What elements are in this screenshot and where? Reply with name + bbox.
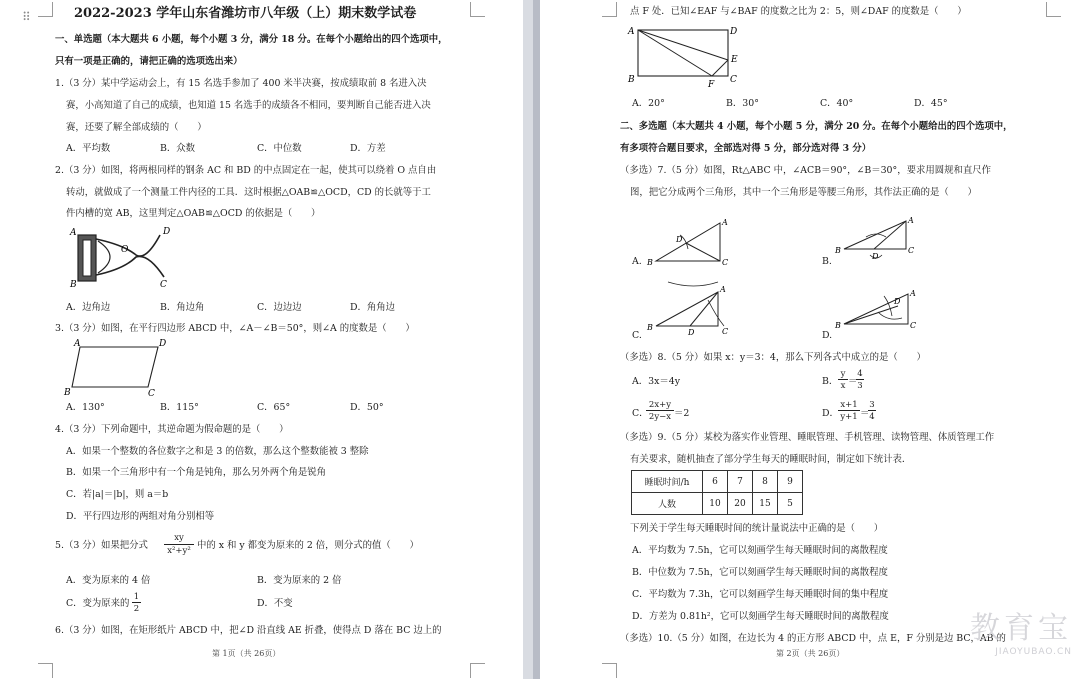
watermark-text: 教育宝 bbox=[970, 611, 1072, 646]
fraction-denominator: 3 bbox=[857, 381, 863, 391]
option-a: A．3x＝4y bbox=[632, 376, 681, 387]
option-c: C． bbox=[632, 408, 649, 419]
option-a: A．边角边 bbox=[66, 302, 111, 313]
option-a: A．130° bbox=[66, 402, 105, 413]
point-label: A bbox=[628, 27, 635, 37]
question-2-text: 件内槽的宽 AB，这里判定△OAB≌△OCD 的依据是（ ） bbox=[66, 208, 321, 219]
point-label: B bbox=[628, 75, 635, 85]
point-label: C bbox=[908, 246, 915, 255]
question-9-text: （多选）9.（5 分）某校为落实作业管理、睡眠管理、手机管理、读物管理、体质管理工作 bbox=[620, 432, 995, 443]
q7-option-d-label: D. bbox=[822, 330, 833, 341]
table-cell: 15 bbox=[753, 493, 778, 515]
question-6-text: 点 F 处．已知∠EAF 与∠BAF 的度数之比为 2：5，则∠DAF 的度数是（ ） bbox=[630, 6, 967, 17]
fraction-denominator: x bbox=[840, 381, 846, 391]
figure-q7-option-d bbox=[832, 282, 922, 340]
page-corner-mark bbox=[470, 663, 485, 678]
point-label: C bbox=[160, 280, 167, 290]
table-cell: 6 bbox=[703, 471, 728, 493]
fraction-denominator: 2y−x bbox=[648, 412, 672, 422]
option-b: B．115° bbox=[160, 402, 199, 413]
figure-caliper-tool bbox=[64, 225, 174, 293]
question-1-text: 1.（3 分）某中学运动会上，有 15 名选手参加了 400 米半决赛，按成绩取前 8 名进入决 bbox=[55, 78, 427, 89]
watermark-url: JIAOYUBAO.CN bbox=[995, 647, 1072, 657]
figure-q7-option-c bbox=[644, 278, 734, 340]
page-corner-mark bbox=[38, 2, 53, 17]
question-2-text: 2.（3 分）如图，将两根同样的钢条 AC 和 BD 的中点固定在一起，使其可以绕着 O 点自由 bbox=[55, 165, 437, 176]
option-d: D．平行四边形的两组对角分别相等 bbox=[66, 511, 215, 522]
option-b: B．30° bbox=[726, 98, 759, 109]
fraction-denominator: y+1 bbox=[840, 412, 858, 422]
option-a: A．平均数 bbox=[66, 143, 111, 154]
option-a: A．如果一个整数的各位数字之和是 3 的倍数，那么这个整数能被 3 整除 bbox=[66, 446, 369, 457]
page-corner-mark bbox=[38, 663, 53, 678]
point-label: A bbox=[720, 285, 726, 294]
option-d: D． bbox=[822, 408, 839, 419]
option-c: C．若|a|＝|b|，则 a＝b bbox=[66, 489, 169, 500]
option-d: D．角角边 bbox=[350, 302, 396, 313]
question-8-text: （多选）8.（5 分）如果 x：y＝3：4，那么下列各式中成立的是（ ） bbox=[620, 352, 926, 363]
fraction-numerator: y bbox=[838, 369, 848, 380]
q7-option-c-label: C. bbox=[632, 330, 642, 341]
point-label: A bbox=[722, 218, 728, 227]
point-label: D bbox=[676, 235, 683, 244]
table-cell: 5 bbox=[778, 493, 803, 515]
fraction-numerator: 2x+y bbox=[646, 400, 674, 411]
equals-sign: ＝ bbox=[860, 408, 870, 419]
option-d: D．不变 bbox=[257, 598, 293, 609]
page-gutter bbox=[523, 0, 540, 679]
point-label: A bbox=[74, 339, 81, 349]
figure-folded-rectangle bbox=[624, 22, 744, 88]
option-c: C．中位数 bbox=[257, 143, 302, 154]
document-page-1 bbox=[0, 0, 523, 679]
point-label: D bbox=[163, 227, 171, 237]
question-4-text: 4.（3 分）下列命题中，其逆命题为假命题的是（ ） bbox=[55, 424, 289, 435]
question-9-text: 有关要求，随机抽查了部分学生每天的睡眠时间，制定如下统计表． bbox=[630, 454, 912, 465]
point-label: C bbox=[730, 75, 737, 85]
table-cell: 7 bbox=[728, 471, 753, 493]
question-1-text: 赛，小高知道了自己的成绩，也知道 15 名选手的成绩各不相同，要判断自己能否进入决 bbox=[66, 100, 431, 111]
fraction-denominator: x²+y² bbox=[167, 546, 191, 556]
point-label: D bbox=[159, 339, 167, 349]
fraction-numerator: 3 bbox=[869, 400, 875, 410]
point-label: D bbox=[894, 297, 901, 306]
document-page-2 bbox=[540, 0, 1080, 679]
section-heading: 一、单选题（本大题共 6 小题，每个小题 3 分，满分 18 分。在每个小题给出的四个选项中， bbox=[55, 34, 448, 45]
page-footer: 第 2页（共 26页） bbox=[776, 649, 845, 658]
q7-option-a-label: A. bbox=[632, 256, 642, 267]
point-label: C bbox=[722, 258, 729, 267]
question-5-text: 中的 x 和 y 都变为原来的 2 倍，则分式的值（ ） bbox=[197, 540, 419, 551]
option-b: B．众数 bbox=[160, 143, 196, 154]
page-footer: 第 1页（共 26页） bbox=[212, 649, 281, 658]
point-label: E bbox=[731, 55, 738, 65]
page-corner-mark bbox=[470, 2, 485, 17]
page-corner-mark bbox=[602, 2, 617, 17]
fraction-numerator: 4 bbox=[857, 369, 863, 379]
option-c: C．65° bbox=[257, 402, 291, 413]
fraction-denominator: 2 bbox=[133, 604, 140, 614]
point-label: O bbox=[121, 245, 129, 255]
point-label: A bbox=[908, 216, 914, 225]
table-cell: 20 bbox=[728, 493, 753, 515]
point-label: B bbox=[835, 321, 841, 330]
point-label: D bbox=[872, 252, 879, 261]
page-corner-mark bbox=[1046, 2, 1061, 17]
table-header-cell: 人数 bbox=[632, 493, 703, 515]
table-cell: 8 bbox=[753, 471, 778, 493]
question-6-text: 6.（3 分）如图，在矩形纸片 ABCD 中，把∠D 沿直线 AE 折叠，使得点 D 落在 BC 边上的 bbox=[55, 625, 442, 636]
figure-q7-option-a bbox=[644, 215, 730, 271]
point-label: B bbox=[835, 246, 841, 255]
option-b: B．如果一个三角形中有一个角是钝角，那么另外两个角是锐角 bbox=[66, 467, 327, 478]
point-label: A bbox=[70, 228, 77, 238]
question-3-text: 3.（3 分）如图，在平行四边形 ABCD 中，∠A－∠B＝50°，则∠A 的度数是（ ） bbox=[55, 323, 415, 334]
figure-parallelogram bbox=[62, 337, 174, 399]
option-d: D．45° bbox=[914, 98, 948, 109]
point-label: D bbox=[730, 27, 738, 37]
point-label: B bbox=[64, 388, 71, 398]
point-label: D bbox=[688, 328, 695, 337]
option-c: C．40° bbox=[820, 98, 854, 109]
table-cell: 10 bbox=[703, 493, 728, 515]
option-b: B．中位数为 7.5h，它可以刻画学生每天睡眠时间的离散程度 bbox=[632, 567, 888, 578]
fraction-numerator: xy bbox=[164, 533, 194, 545]
option-b: B． bbox=[822, 376, 839, 387]
section-heading: 只有一项是正确的，请把正确的选项选出来） bbox=[55, 56, 243, 67]
option-b: B．变为原来的 2 倍 bbox=[257, 575, 342, 586]
section-heading: 有多项符合题目要求，全部选对得 5 分，部分选对得 3 分） bbox=[620, 143, 872, 154]
question-7-text: 图，把它分成两个三角形，其中一个三角形是等腰三角形，其作法正确的是（ ） bbox=[630, 187, 977, 198]
exam-title: 2022-2023 学年山东省潍坊市八年级（上）期末数学试卷 bbox=[74, 6, 417, 21]
q7-option-b-label: B. bbox=[822, 256, 832, 267]
question-5-text: 5.（3 分）如果把分式 bbox=[55, 540, 148, 551]
point-label: C bbox=[910, 321, 917, 330]
fraction-numerator: x+1 bbox=[838, 400, 860, 411]
option-a: A．平均数为 7.5h，它可以刻画学生每天睡眠时间的离散程度 bbox=[632, 545, 888, 556]
option-c: C．变为原来的 bbox=[66, 598, 130, 609]
option-b: B．角边角 bbox=[160, 302, 205, 313]
point-label: A bbox=[910, 289, 916, 298]
question-10-text: （多选）10.（5 分）如图，在边长为 4 的正方形 ABCD 中，点 E，F 分别是边 BC，AB 的 bbox=[620, 633, 1006, 644]
option-c: C．边边边 bbox=[257, 302, 302, 313]
fraction-rhs: ＝2 bbox=[674, 408, 690, 419]
question-7-text: （多选）7.（5 分）如图，Rt△ABC 中，∠ACB＝90°，∠B＝30°，要求用圆规和直尺作 bbox=[620, 165, 991, 176]
watermark-logo bbox=[970, 603, 1072, 657]
point-label: B bbox=[647, 323, 653, 332]
table-header-cell: 睡眠时间/h bbox=[632, 471, 703, 493]
figure-q7-option-b bbox=[832, 215, 918, 271]
equals-sign: ＝ bbox=[848, 376, 858, 387]
option-d: D．方差为 0.81h²，它可以刻画学生每天睡眠时间的离散程度 bbox=[632, 611, 889, 622]
fraction-numerator: 1 bbox=[133, 592, 140, 602]
page-corner-mark bbox=[602, 663, 617, 678]
point-label: C bbox=[722, 327, 729, 336]
drag-handle-icon[interactable]: ⠿ bbox=[22, 10, 30, 24]
option-a: A．变为原来的 4 倍 bbox=[66, 575, 151, 586]
option-a: A．20° bbox=[632, 98, 665, 109]
point-label: B bbox=[70, 280, 77, 290]
table-row bbox=[632, 493, 803, 515]
option-c: C．平均数为 7.3h，它可以刻画学生每天睡眠时间的集中程度 bbox=[632, 589, 889, 600]
question-1-text: 赛，还要了解全部成绩的（ ） bbox=[66, 122, 207, 133]
point-label: F bbox=[708, 80, 715, 88]
point-label: B bbox=[647, 258, 653, 267]
table-row bbox=[632, 471, 803, 493]
point-label: C bbox=[148, 389, 155, 399]
question-2-text: 转动，就做成了一个测量工件内径的工具．这时根据△OAB≌△OCD，CD 的长就等于工 bbox=[66, 187, 431, 198]
sleep-stats-table bbox=[631, 470, 803, 515]
table-cell: 9 bbox=[778, 471, 803, 493]
fraction-denominator: 4 bbox=[869, 412, 875, 422]
question-9-text: 下列关于学生每天睡眠时间的统计量说法中正确的是（ ） bbox=[630, 523, 884, 534]
option-d: D．方差 bbox=[350, 143, 386, 154]
option-d: D．50° bbox=[350, 402, 384, 413]
section-heading: 二、多选题（本大题共 4 小题，每个小题 5 分，满分 20 分。在每个小题给出的四个选项中， bbox=[620, 121, 1013, 132]
